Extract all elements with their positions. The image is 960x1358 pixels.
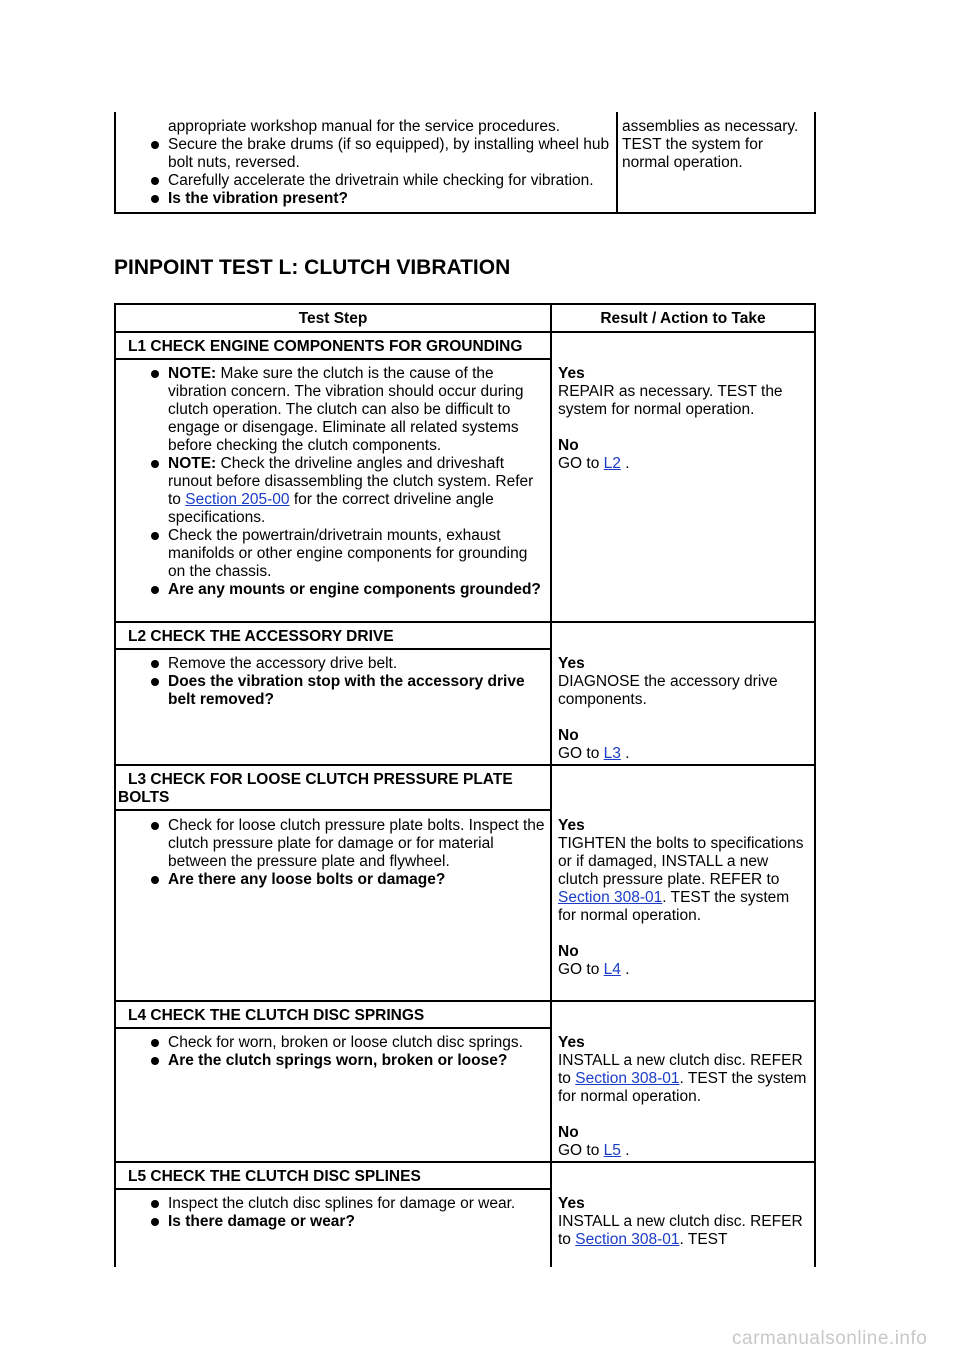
list-item: Are the clutch springs worn, broken or loose? bbox=[140, 1052, 548, 1070]
note-text: Check the driveline angles and driveshaft runout before disassembling the clutch system. Refer to bbox=[168, 455, 534, 508]
yes-text: INSTALL a new clutch disc. REFER to bbox=[558, 1052, 803, 1087]
yes-text: INSTALL a new clutch disc. REFER to bbox=[558, 1213, 803, 1248]
row-divider bbox=[114, 764, 816, 766]
yes-label: Yes bbox=[558, 817, 585, 834]
step-body-l3 bbox=[140, 817, 548, 889]
page-title: PINPOINT TEST L: CLUTCH VIBRATION bbox=[114, 256, 511, 279]
step-title-divider bbox=[114, 809, 551, 811]
previous-step-text bbox=[140, 118, 614, 208]
column-header-result: Result / Action to Take bbox=[600, 310, 766, 327]
step-body-l4 bbox=[140, 1034, 548, 1070]
no-after: . bbox=[625, 961, 630, 978]
table-border bbox=[114, 331, 816, 333]
yes-label: Yes bbox=[558, 1034, 585, 1051]
no-label: No bbox=[558, 943, 579, 960]
list-item: Inspect the clutch disc splines for damage or wear. bbox=[140, 1195, 548, 1213]
no-label: No bbox=[558, 1124, 579, 1141]
table-border bbox=[616, 112, 618, 214]
yes-text: DIAGNOSE the accessory drive components. bbox=[558, 673, 778, 708]
yes-text: TIGHTEN the bolts to specifications or if damaged, INSTALL a new clutch pressure plate. REFER to bbox=[558, 835, 804, 888]
list-item: Are any mounts or engine components grounded? bbox=[140, 581, 548, 599]
yes-after: . TEST the system for normal operation. bbox=[558, 1070, 807, 1105]
note-label: NOTE: bbox=[168, 365, 217, 382]
list-item bbox=[140, 455, 548, 527]
no-action bbox=[558, 1142, 810, 1160]
row-divider bbox=[114, 1161, 816, 1163]
step-title-divider bbox=[114, 358, 551, 360]
list-item: Is there damage or wear? bbox=[140, 1213, 548, 1231]
step-title-l2: L2 CHECK THE ACCESSORY DRIVE bbox=[128, 628, 394, 645]
step-body-l1 bbox=[140, 365, 548, 599]
table-border bbox=[814, 303, 816, 1267]
step-title-l3: L3 CHECK FOR LOOSE CLUTCH PRESSURE PLATE BOLTS bbox=[118, 771, 513, 806]
list-item: Remove the accessory drive belt. bbox=[140, 655, 548, 673]
no-action bbox=[558, 745, 810, 763]
result-l4 bbox=[558, 1034, 810, 1160]
no-text: GO to bbox=[558, 745, 600, 762]
list-item: Carefully accelerate the drivetrain while checking for vibration. bbox=[140, 172, 614, 190]
goto-l5-link[interactable]: L5 bbox=[603, 1142, 621, 1159]
goto-l3-link[interactable]: L3 bbox=[603, 745, 621, 762]
row-divider bbox=[114, 1000, 816, 1002]
no-after: . bbox=[625, 455, 630, 472]
list-item: Are there any loose bolts or damage? bbox=[140, 871, 548, 889]
continued-text: appropriate workshop manual for the service procedures. bbox=[168, 118, 561, 135]
result-l2 bbox=[558, 655, 810, 763]
list-item: Secure the brake drums (if so equipped), by installing wheel hub bolt nuts, reversed. bbox=[140, 136, 614, 172]
note-label: NOTE: bbox=[168, 455, 217, 472]
table-border bbox=[114, 303, 116, 1267]
list-item bbox=[140, 365, 548, 455]
column-header-test-step: Test Step bbox=[298, 310, 368, 327]
yes-label: Yes bbox=[558, 365, 585, 382]
watermark: carmanualsonline.info bbox=[732, 1328, 928, 1349]
table-border bbox=[550, 303, 552, 1267]
step-title-l4: L4 CHECK THE CLUTCH DISC SPRINGS bbox=[128, 1007, 425, 1024]
no-action bbox=[558, 455, 810, 473]
yes-after: . TEST bbox=[679, 1231, 728, 1248]
no-after: . bbox=[625, 745, 630, 762]
step-title-divider bbox=[114, 1188, 551, 1190]
table-border bbox=[114, 212, 816, 214]
section-308-01-link[interactable]: Section 308-01 bbox=[558, 889, 663, 906]
no-text: GO to bbox=[558, 961, 600, 978]
row-divider bbox=[114, 621, 816, 623]
step-body-l5 bbox=[140, 1195, 548, 1231]
section-308-01-link[interactable]: Section 308-01 bbox=[575, 1070, 680, 1087]
no-text: GO to bbox=[558, 1142, 600, 1159]
yes-label: Yes bbox=[558, 655, 585, 672]
no-after: . bbox=[625, 1142, 630, 1159]
result-l3 bbox=[558, 817, 810, 979]
step-title-l5: L5 CHECK THE CLUTCH DISC SPLINES bbox=[128, 1168, 421, 1185]
no-label: No bbox=[558, 727, 579, 744]
step-title-divider bbox=[114, 648, 551, 650]
no-label: No bbox=[558, 437, 579, 454]
list-item: Check the powertrain/drivetrain mounts, exhaust manifolds or other engine components for grounding on the chassis. bbox=[140, 527, 548, 581]
yes-after: . TEST the system for normal operation. bbox=[558, 889, 790, 924]
list-item: Check for loose clutch pressure plate bolts. Inspect the clutch pressure plate for damage or for material between the pressure plate and flywheel. bbox=[140, 817, 548, 871]
step-title-divider bbox=[114, 1027, 551, 1029]
no-text: GO to bbox=[558, 455, 600, 472]
table-border bbox=[114, 303, 816, 305]
note-text: for the correct driveline angle specifications. bbox=[168, 491, 494, 526]
yes-action bbox=[558, 1213, 810, 1249]
yes-text: REPAIR as necessary. TEST the system for normal operation. bbox=[558, 383, 783, 418]
result-l5 bbox=[558, 1195, 810, 1249]
note-text: Make sure the clutch is the cause of the vibration concern. The vibration should occur during clutch operation. The clutch can also be difficult to engage or disengage. Eliminate all related systems before checking the clutch components. bbox=[168, 365, 524, 454]
table-border bbox=[814, 112, 816, 214]
table-border bbox=[114, 112, 116, 214]
no-action bbox=[558, 961, 810, 979]
list-item: Check for worn, broken or loose clutch disc springs. bbox=[140, 1034, 548, 1052]
step-title-l1: L1 CHECK ENGINE COMPONENTS FOR GROUNDING bbox=[128, 338, 523, 355]
previous-result-text: assemblies as necessary. TEST the system for normal operation. bbox=[622, 118, 799, 171]
step-body-l2 bbox=[140, 655, 548, 709]
section-308-01-link[interactable]: Section 308-01 bbox=[575, 1231, 680, 1248]
section-205-00-link[interactable]: Section 205-00 bbox=[185, 491, 290, 508]
yes-action bbox=[558, 835, 810, 925]
list-item: Does the vibration stop with the accessory drive belt removed? bbox=[140, 673, 548, 709]
goto-l4-link[interactable]: L4 bbox=[603, 961, 621, 978]
result-l1 bbox=[558, 365, 810, 473]
yes-action bbox=[558, 1052, 810, 1106]
goto-l2-link[interactable]: L2 bbox=[603, 455, 621, 472]
list-item: Is the vibration present? bbox=[140, 190, 614, 208]
yes-label: Yes bbox=[558, 1195, 585, 1212]
